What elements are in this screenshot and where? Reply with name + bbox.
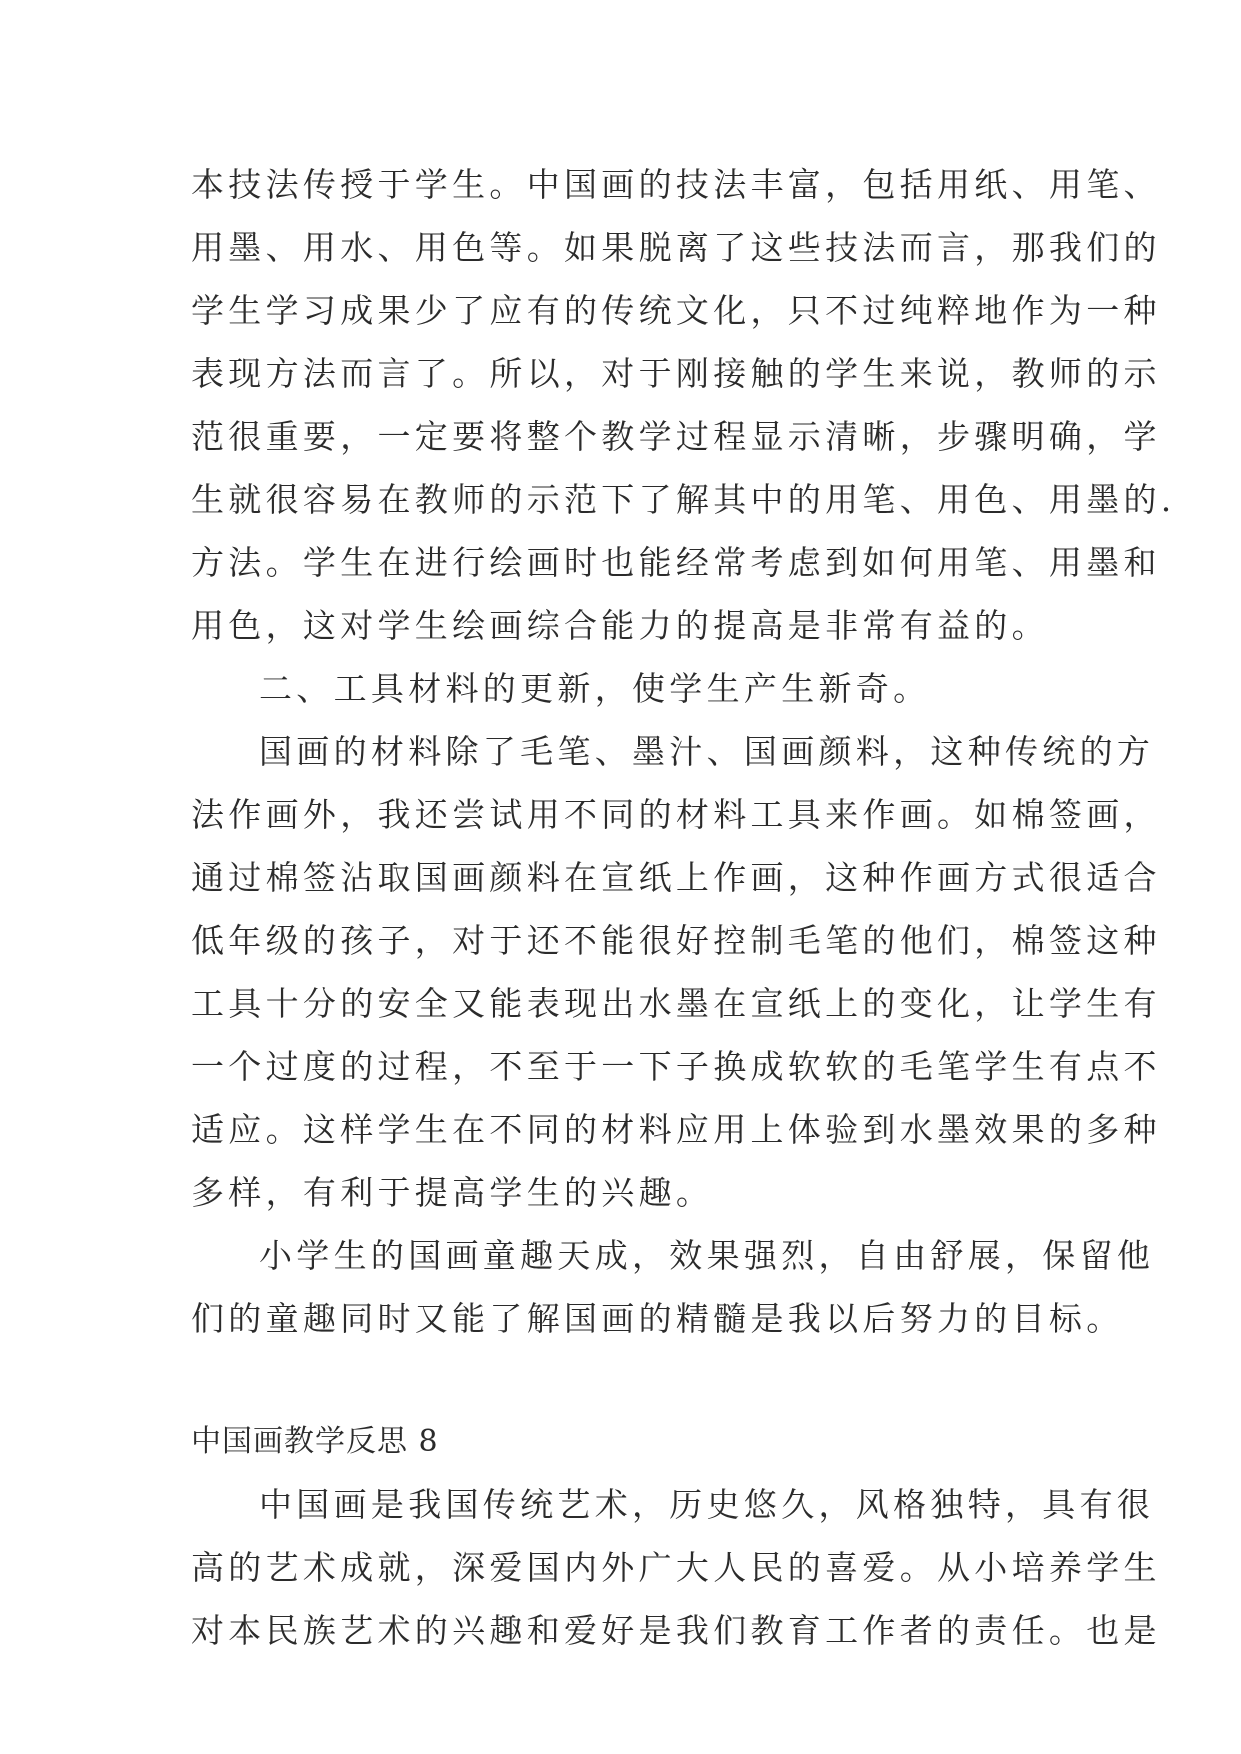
paragraph-line: 表现方法而言了。所以，对于刚接触的学生来说，教师的示 [191, 354, 1161, 393]
paragraph-line: 法作画外，我还尝试用不同的材料工具来作画。如棉签画， [191, 795, 1161, 834]
paragraph-line: 用色，这对学生绘画综合能力的提高是非常有益的。 [191, 606, 1049, 645]
paragraph-line: 学生学习成果少了应有的传统文化，只不过纯粹地作为一种 [191, 291, 1161, 330]
paragraph-line: 生就很容易在教师的示范下了解其中的用笔、用色、用墨的. [191, 480, 1176, 519]
paragraph-line: 用墨、用水、用色等。如果脱离了这些技法而言，那我们的 [191, 228, 1161, 267]
section-title: 中国画教学反思 8 [191, 1424, 439, 1459]
subheading-line: 二、工具材料的更新，使学生产生新奇。 [259, 669, 931, 708]
paragraph-line: 一个过度的过程，不至于一下子换成软软的毛笔学生有点不 [191, 1047, 1161, 1086]
paragraph-line: 们的童趣同时又能了解国画的精髓是我以后努力的目标。 [191, 1299, 1124, 1338]
paragraph-line: 低年级的孩子，对于还不能很好控制毛笔的他们，棉签这种 [191, 921, 1161, 960]
paragraph-line: 高的艺术成就，深爱国内外广大人民的喜爱。从小培养学生 [191, 1548, 1161, 1587]
paragraph-line: 方法。学生在进行绘画时也能经常考虑到如何用笔、用墨和 [191, 543, 1161, 582]
paragraph-line: 适应。这样学生在不同的材料应用上体验到水墨效果的多种 [191, 1110, 1161, 1149]
paragraph-line: 通过棉签沾取国画颜料在宣纸上作画，这种作画方式很适合 [191, 858, 1161, 897]
paragraph-line: 对本民族艺术的兴趣和爱好是我们教育工作者的责任。也是 [191, 1611, 1161, 1650]
paragraph-line: 范很重要，一定要将整个教学过程显示清晰，步骤明确，学 [191, 417, 1161, 456]
paragraph-line: 小学生的国画童趣天成，效果强烈，自由舒展，保留他 [259, 1236, 1155, 1275]
paragraph-line: 多样，有利于提高学生的兴趣。 [191, 1173, 714, 1212]
paragraph-line: 国画的材料除了毛笔、墨汁、国画颜料，这种传统的方 [259, 732, 1155, 771]
paragraph-line: 中国画是我国传统艺术，历史悠久，风格独特，具有很 [259, 1485, 1155, 1524]
paragraph-line: 工具十分的安全又能表现出水墨在宣纸上的变化，让学生有 [191, 984, 1161, 1023]
paragraph-line: 本技法传授于学生。中国画的技法丰富，包括用纸、用笔、 [191, 165, 1161, 204]
